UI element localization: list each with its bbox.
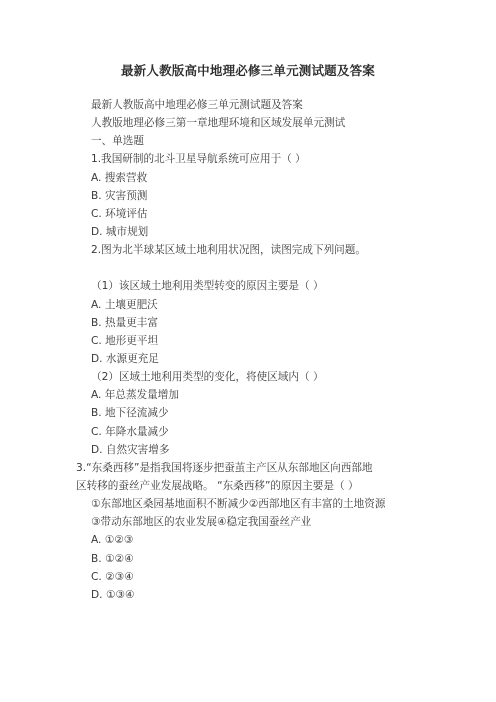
question-2-sub1-option-d: D. 水源更充足 xyxy=(91,352,159,365)
question-3-statements-line-2: ③带动东部地区的农业发展④稳定我国蚕丝产业 xyxy=(91,516,312,529)
question-2-sub2-option-a: A. 年总蒸发量增加 xyxy=(91,389,179,402)
question-1-option-d: D. 城市规划 xyxy=(91,225,149,238)
document-body xyxy=(76,96,441,604)
question-2-sub1-option-c: C. 地形更平坦 xyxy=(91,334,159,347)
question-1-stem: 1.我国研制的北斗卫星导航系统可应用于（ ） xyxy=(91,153,306,166)
question-2-sub1-option-a: A. 土壤更肥沃 xyxy=(91,298,158,311)
question-1-option-b: B. 灾害预测 xyxy=(91,189,148,202)
question-3-stem-line-1: 3.“东桑西移”是指我国将逐步把蚕茧主产区从东部地区向西部地 xyxy=(76,461,373,474)
question-1-option-a: A. 搜索营救 xyxy=(91,171,148,184)
section-heading: 一、单选题 xyxy=(91,135,144,148)
chapter-heading: 人教版地理必修三第一章地理环境和区域发展单元测试 xyxy=(91,117,346,130)
question-3-option-c: C. ②③④ xyxy=(91,570,134,583)
question-1-option-c: C. 环境评估 xyxy=(91,207,148,220)
question-2-sub1-option-b: B. 热量更丰富 xyxy=(91,316,158,329)
question-2-sub1-stem: （1）该区域土地利用类型转变的原因主要是（ ） xyxy=(91,280,324,293)
question-3-statements-line-1: ①东部地区桑园基地面积不断减少②西部地区有丰富的土地资源 xyxy=(91,498,386,511)
question-3-option-b: B. ①②④ xyxy=(91,552,134,565)
document-title: 最新人教版高中地理必修三单元测试题及答案 xyxy=(120,63,375,78)
question-2-sub2-option-d: D. 自然灾害增多 xyxy=(91,443,170,456)
question-2-sub2-option-b: B. 地下径流减少 xyxy=(91,407,169,420)
question-3-option-a: A. ①②③ xyxy=(91,534,134,547)
document-subtitle: 最新人教版高中地理必修三单元测试题及答案 xyxy=(91,99,303,111)
question-2-sub2-stem: （2）区域土地利用类型的变化，将使区域内（ ） xyxy=(91,371,324,384)
question-3-option-d: D. ①③④ xyxy=(91,588,135,601)
question-3-stem-line-2: 区转移的蚕丝产业发展战略。 “东桑西移”的原因主要是（ ） xyxy=(76,479,359,492)
question-2-sub2-option-c: C. 年降水量减少 xyxy=(91,425,169,438)
question-2-stem: 2.图为北半球某区域土地利用状况图，读图完成下列问题。 xyxy=(91,244,366,257)
figure-placeholder-gap xyxy=(91,259,441,277)
